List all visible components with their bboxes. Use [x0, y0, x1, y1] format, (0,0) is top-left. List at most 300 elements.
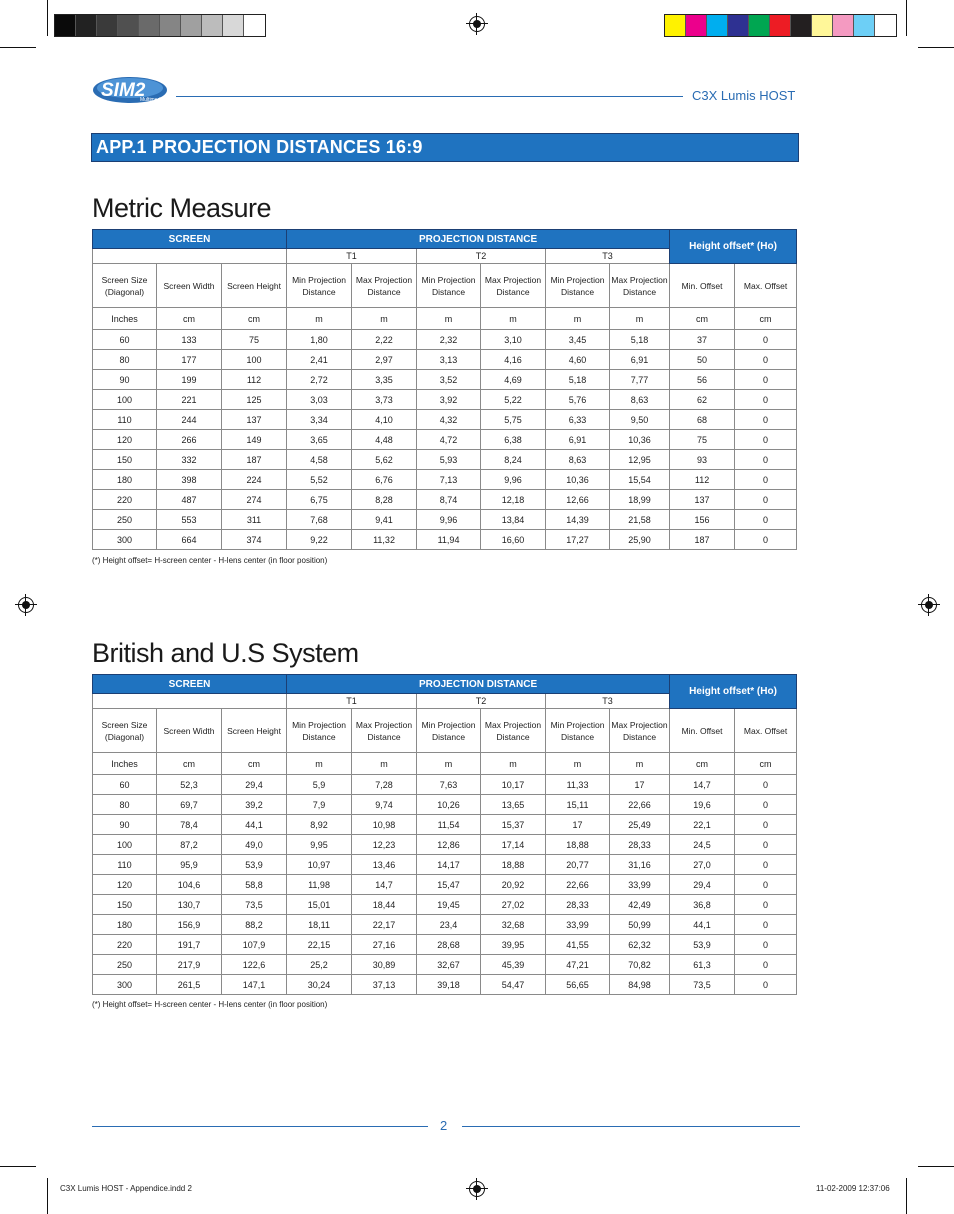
table-cell: 266	[157, 430, 222, 450]
table-row	[93, 935, 797, 955]
header-max-offset: Max. Offset	[735, 709, 797, 753]
header-screen-size: Screen Size (Diagonal)	[93, 709, 157, 753]
table-cell: 3,35	[352, 370, 417, 390]
table-row	[93, 895, 797, 915]
header-screen: SCREEN	[93, 230, 287, 249]
table-cell: 274	[222, 490, 287, 510]
table-cell: 25,2	[287, 955, 352, 975]
table-cell: 17,14	[481, 835, 546, 855]
header-unit: Inches	[93, 753, 157, 775]
table-cell: 15,11	[546, 795, 610, 815]
table-row	[93, 390, 797, 410]
table-cell: 10,17	[481, 775, 546, 795]
header-height-offset: Height offset* (Ho)	[670, 675, 797, 709]
header-unit: m	[287, 308, 352, 330]
table-cell: 137	[670, 490, 735, 510]
table-cell: 18,44	[352, 895, 417, 915]
table-cell: 11,98	[287, 875, 352, 895]
table-cell: 3,34	[287, 410, 352, 430]
table-cell: 31,16	[610, 855, 670, 875]
table-row	[93, 875, 797, 895]
table-cell: 90	[93, 370, 157, 390]
table-cell: 5,18	[610, 330, 670, 350]
header-product-name: C3X Lumis HOST	[692, 88, 796, 103]
table-cell: 11,94	[417, 530, 481, 550]
header-screen: SCREEN	[93, 675, 287, 694]
table-cell: 261,5	[157, 975, 222, 995]
crop-mark	[47, 1178, 48, 1214]
table-cell: 73,5	[670, 975, 735, 995]
table-cell: 0	[735, 330, 797, 350]
table-cell: 5,18	[546, 370, 610, 390]
header-unit: m	[352, 308, 417, 330]
color-swatch	[770, 15, 791, 36]
table-cell: 0	[735, 935, 797, 955]
header-min-projection: Min Projection Distance	[546, 264, 610, 308]
table-row	[93, 955, 797, 975]
header-t2: T2	[417, 249, 546, 264]
table-cell: 33,99	[610, 875, 670, 895]
table-row	[93, 775, 797, 795]
table-cell: 10,97	[287, 855, 352, 875]
header-unit: Inches	[93, 308, 157, 330]
table-cell: 14,7	[670, 775, 735, 795]
table-cell: 9,95	[287, 835, 352, 855]
table-cell: 0	[735, 895, 797, 915]
table-cell: 5,62	[352, 450, 417, 470]
table-cell: 156	[670, 510, 735, 530]
table-row	[93, 835, 797, 855]
table-cell: 22,17	[352, 915, 417, 935]
table-footnote: (*) Height offset= H-screen center - H-lens center (in floor position)	[92, 556, 328, 565]
table-cell: 7,63	[417, 775, 481, 795]
timestamp-slug: 11-02-2009 12:37:06	[816, 1184, 890, 1193]
footer-rule	[92, 1126, 428, 1127]
header-min-projection: Min Projection Distance	[287, 709, 352, 753]
table-cell: 6,91	[610, 350, 670, 370]
color-swatch	[791, 15, 812, 36]
table-cell: 0	[735, 450, 797, 470]
table-cell: 9,96	[481, 470, 546, 490]
table-cell: 0	[735, 835, 797, 855]
table-cell: 12,95	[610, 450, 670, 470]
table-cell: 75	[222, 330, 287, 350]
table-cell: 11,32	[352, 530, 417, 550]
header-unit: m	[417, 308, 481, 330]
table-cell: 220	[93, 935, 157, 955]
table-cell: 4,10	[352, 410, 417, 430]
table-cell: 0	[735, 510, 797, 530]
table-cell: 25,90	[610, 530, 670, 550]
table-cell: 107,9	[222, 935, 287, 955]
table-cell: 10,36	[546, 470, 610, 490]
table-cell: 1,80	[287, 330, 352, 350]
table-cell: 112	[670, 470, 735, 490]
header-screen-width: Screen Width	[157, 264, 222, 308]
table-cell: 11,54	[417, 815, 481, 835]
table-cell: 39,18	[417, 975, 481, 995]
table-cell: 84,98	[610, 975, 670, 995]
header-max-projection: Max Projection Distance	[352, 264, 417, 308]
table-cell: 60	[93, 330, 157, 350]
table-cell: 6,76	[352, 470, 417, 490]
header-t3: T3	[546, 249, 670, 264]
table-cell: 7,9	[287, 795, 352, 815]
table-cell: 19,45	[417, 895, 481, 915]
table-cell: 21,58	[610, 510, 670, 530]
header-unit: m	[287, 753, 352, 775]
table-cell: 244	[157, 410, 222, 430]
table-cell: 8,63	[610, 390, 670, 410]
header-projection-distance: PROJECTION DISTANCE	[287, 230, 670, 249]
table-cell: 58,8	[222, 875, 287, 895]
table-cell: 4,60	[546, 350, 610, 370]
table-cell: 62	[670, 390, 735, 410]
table-cell: 13,84	[481, 510, 546, 530]
table-cell: 90	[93, 815, 157, 835]
table-cell: 221	[157, 390, 222, 410]
registration-mark-icon	[469, 1181, 485, 1197]
table-cell: 22,66	[610, 795, 670, 815]
table-cell: 12,23	[352, 835, 417, 855]
table-cell: 6,75	[287, 490, 352, 510]
table-cell: 0	[735, 390, 797, 410]
table-cell: 8,92	[287, 815, 352, 835]
table-cell: 553	[157, 510, 222, 530]
table-cell: 37	[670, 330, 735, 350]
color-swatch	[665, 15, 686, 36]
table-cell: 0	[735, 430, 797, 450]
table-row	[93, 490, 797, 510]
table-cell: 133	[157, 330, 222, 350]
table-cell: 44,1	[670, 915, 735, 935]
table-cell: 0	[735, 915, 797, 935]
table-cell: 9,50	[610, 410, 670, 430]
header-unit: m	[352, 753, 417, 775]
registration-mark-icon	[921, 597, 937, 613]
table-cell: 36,8	[670, 895, 735, 915]
table-cell: 5,76	[546, 390, 610, 410]
table-cell: 2,22	[352, 330, 417, 350]
color-swatch	[875, 15, 896, 36]
table-cell: 177	[157, 350, 222, 370]
header-t3: T3	[546, 694, 670, 709]
table-cell: 29,4	[222, 775, 287, 795]
table-cell: 2,72	[287, 370, 352, 390]
table-cell: 398	[157, 470, 222, 490]
table-cell: 6,38	[481, 430, 546, 450]
crop-mark	[918, 1166, 954, 1167]
table-cell: 12,86	[417, 835, 481, 855]
table-cell: 199	[157, 370, 222, 390]
table-cell: 156,9	[157, 915, 222, 935]
header-screen-width: Screen Width	[157, 709, 222, 753]
table-cell: 3,13	[417, 350, 481, 370]
table-cell: 4,16	[481, 350, 546, 370]
table-cell: 112	[222, 370, 287, 390]
table-cell: 20,92	[481, 875, 546, 895]
table-cell: 3,52	[417, 370, 481, 390]
section-title-metric: Metric Measure	[92, 193, 272, 223]
table-cell: 18,99	[610, 490, 670, 510]
table-cell: 11,33	[546, 775, 610, 795]
crop-mark	[906, 1178, 907, 1214]
color-swatch	[139, 15, 160, 36]
table-cell: 9,96	[417, 510, 481, 530]
table-cell: 95,9	[157, 855, 222, 875]
table-cell: 62,32	[610, 935, 670, 955]
header-max-projection: Max Projection Distance	[610, 709, 670, 753]
table-cell: 28,68	[417, 935, 481, 955]
table-cell: 3,03	[287, 390, 352, 410]
table-cell: 12,18	[481, 490, 546, 510]
color-swatch	[833, 15, 854, 36]
table-cell: 56	[670, 370, 735, 390]
table-row	[93, 530, 797, 550]
table-cell: 41,55	[546, 935, 610, 955]
table-row	[93, 975, 797, 995]
table-cell: 28,33	[610, 835, 670, 855]
header-unit: cm	[735, 753, 797, 775]
table-cell: 125	[222, 390, 287, 410]
table-cell: 14,17	[417, 855, 481, 875]
header-t1: T1	[287, 694, 417, 709]
table-cell: 22,15	[287, 935, 352, 955]
table-cell: 7,77	[610, 370, 670, 390]
table-cell: 8,28	[352, 490, 417, 510]
header-screen-height: Screen Height	[222, 709, 287, 753]
table-cell: 8,24	[481, 450, 546, 470]
logo-subtext: Multimedia	[140, 97, 165, 103]
table-cell: 150	[93, 450, 157, 470]
table-cell: 18,11	[287, 915, 352, 935]
british-distance-table	[92, 674, 797, 995]
color-swatch	[749, 15, 770, 36]
table-cell: 250	[93, 955, 157, 975]
color-swatch	[686, 15, 707, 36]
header-min-offset: Min. Offset	[670, 709, 735, 753]
table-cell: 10,26	[417, 795, 481, 815]
header-screen-size: Screen Size (Diagonal)	[93, 264, 157, 308]
table-cell: 2,41	[287, 350, 352, 370]
table-cell: 4,48	[352, 430, 417, 450]
header-unit: cm	[670, 753, 735, 775]
crop-mark	[906, 0, 907, 36]
table-cell: 250	[93, 510, 157, 530]
table-cell: 10,36	[610, 430, 670, 450]
table-cell: 100	[93, 390, 157, 410]
table-cell: 0	[735, 775, 797, 795]
crop-mark	[0, 1166, 36, 1167]
table-cell: 4,72	[417, 430, 481, 450]
table-cell: 9,41	[352, 510, 417, 530]
header-unit: cm	[157, 308, 222, 330]
table-cell: 13,65	[481, 795, 546, 815]
header-unit: m	[546, 753, 610, 775]
table-row	[93, 330, 797, 350]
table-cell: 311	[222, 510, 287, 530]
registration-mark-icon	[469, 16, 485, 32]
header-unit: m	[546, 308, 610, 330]
table-cell: 61,3	[670, 955, 735, 975]
table-cell: 27,02	[481, 895, 546, 915]
table-cell: 47,21	[546, 955, 610, 975]
color-swatch-bar	[664, 14, 897, 37]
header-unit: m	[610, 753, 670, 775]
table-cell: 10,98	[352, 815, 417, 835]
table-cell: 180	[93, 915, 157, 935]
logo-text: SIM2	[101, 80, 146, 101]
color-swatch	[223, 15, 244, 36]
table-cell: 0	[735, 815, 797, 835]
color-swatch	[728, 15, 749, 36]
table-cell: 93	[670, 450, 735, 470]
table-cell: 15,01	[287, 895, 352, 915]
table-cell: 664	[157, 530, 222, 550]
header-max-projection: Max Projection Distance	[610, 264, 670, 308]
crop-mark	[0, 47, 36, 48]
table-cell: 88,2	[222, 915, 287, 935]
header-max-projection: Max Projection Distance	[481, 264, 546, 308]
header-unit: m	[481, 308, 546, 330]
table-cell: 3,65	[287, 430, 352, 450]
table-cell: 180	[93, 470, 157, 490]
table-cell: 30,24	[287, 975, 352, 995]
table-cell: 6,91	[546, 430, 610, 450]
table-cell: 5,9	[287, 775, 352, 795]
table-row	[93, 370, 797, 390]
table-cell: 0	[735, 370, 797, 390]
color-swatch	[854, 15, 875, 36]
table-cell: 14,7	[352, 875, 417, 895]
table-cell: 0	[735, 410, 797, 430]
color-swatch	[76, 15, 97, 36]
table-cell: 15,54	[610, 470, 670, 490]
crop-mark	[47, 0, 48, 36]
table-cell: 16,60	[481, 530, 546, 550]
header-unit: cm	[222, 308, 287, 330]
table-cell: 37,13	[352, 975, 417, 995]
table-cell: 23,4	[417, 915, 481, 935]
table-cell: 15,47	[417, 875, 481, 895]
header-min-projection: Min Projection Distance	[417, 709, 481, 753]
table-cell: 5,75	[481, 410, 546, 430]
header-unit: cm	[157, 753, 222, 775]
table-cell: 33,99	[546, 915, 610, 935]
table-cell: 39,95	[481, 935, 546, 955]
table-cell: 80	[93, 795, 157, 815]
table-cell: 0	[735, 955, 797, 975]
color-swatch	[202, 15, 223, 36]
table-cell: 69,7	[157, 795, 222, 815]
table-cell: 3,45	[546, 330, 610, 350]
table-cell: 54,47	[481, 975, 546, 995]
color-swatch	[118, 15, 139, 36]
crop-mark	[918, 47, 954, 48]
page-number: 2	[440, 1118, 448, 1133]
table-cell: 68	[670, 410, 735, 430]
table-cell: 2,97	[352, 350, 417, 370]
table-cell: 8,63	[546, 450, 610, 470]
table-cell: 4,69	[481, 370, 546, 390]
header-max-projection: Max Projection Distance	[352, 709, 417, 753]
table-cell: 18,88	[481, 855, 546, 875]
table-cell: 52,3	[157, 775, 222, 795]
table-cell: 374	[222, 530, 287, 550]
footer-rule	[462, 1126, 800, 1127]
header-max-projection: Max Projection Distance	[481, 709, 546, 753]
table-cell: 3,73	[352, 390, 417, 410]
table-cell: 7,13	[417, 470, 481, 490]
table-cell: 22,1	[670, 815, 735, 835]
table-cell: 110	[93, 410, 157, 430]
registration-mark-icon	[18, 597, 34, 613]
table-cell: 73,5	[222, 895, 287, 915]
table-cell: 49,0	[222, 835, 287, 855]
table-cell: 24,5	[670, 835, 735, 855]
table-cell: 19,6	[670, 795, 735, 815]
color-swatch	[55, 15, 76, 36]
table-cell: 0	[735, 855, 797, 875]
header-projection-distance: PROJECTION DISTANCE	[287, 675, 670, 694]
table-cell: 3,10	[481, 330, 546, 350]
table-row	[93, 815, 797, 835]
color-swatch	[812, 15, 833, 36]
table-cell: 100	[93, 835, 157, 855]
grayscale-swatch-bar	[54, 14, 266, 37]
table-cell: 15,37	[481, 815, 546, 835]
table-cell: 27,16	[352, 935, 417, 955]
header-height-offset: Height offset* (Ho)	[670, 230, 797, 264]
table-cell: 8,74	[417, 490, 481, 510]
table-cell: 32,67	[417, 955, 481, 975]
table-cell: 150	[93, 895, 157, 915]
header-unit: m	[610, 308, 670, 330]
table-cell: 44,1	[222, 815, 287, 835]
color-swatch	[244, 15, 265, 36]
table-row	[93, 430, 797, 450]
table-cell: 0	[735, 795, 797, 815]
table-cell: 300	[93, 975, 157, 995]
table-cell: 0	[735, 975, 797, 995]
table-cell: 7,68	[287, 510, 352, 530]
table-footnote: (*) Height offset= H-screen center - H-lens center (in floor position)	[92, 1000, 328, 1009]
table-cell: 149	[222, 430, 287, 450]
table-row	[93, 470, 797, 490]
section-title-british: British and U.S System	[92, 638, 359, 668]
table-cell: 28,33	[546, 895, 610, 915]
table-cell: 14,39	[546, 510, 610, 530]
table-cell: 220	[93, 490, 157, 510]
table-row	[93, 855, 797, 875]
table-cell: 78,4	[157, 815, 222, 835]
table-cell: 0	[735, 490, 797, 510]
header-max-offset: Max. Offset	[735, 264, 797, 308]
table-cell: 17	[546, 815, 610, 835]
table-cell: 25,49	[610, 815, 670, 835]
table-cell: 187	[670, 530, 735, 550]
table-cell: 60	[93, 775, 157, 795]
table-cell: 6,33	[546, 410, 610, 430]
file-slug: C3X Lumis HOST - Appendice.indd 2	[60, 1184, 192, 1193]
header-unit: m	[417, 753, 481, 775]
table-cell: 0	[735, 530, 797, 550]
table-cell: 9,22	[287, 530, 352, 550]
table-row	[93, 350, 797, 370]
table-cell: 4,58	[287, 450, 352, 470]
header-screen-blank	[93, 694, 287, 709]
table-cell: 27,0	[670, 855, 735, 875]
